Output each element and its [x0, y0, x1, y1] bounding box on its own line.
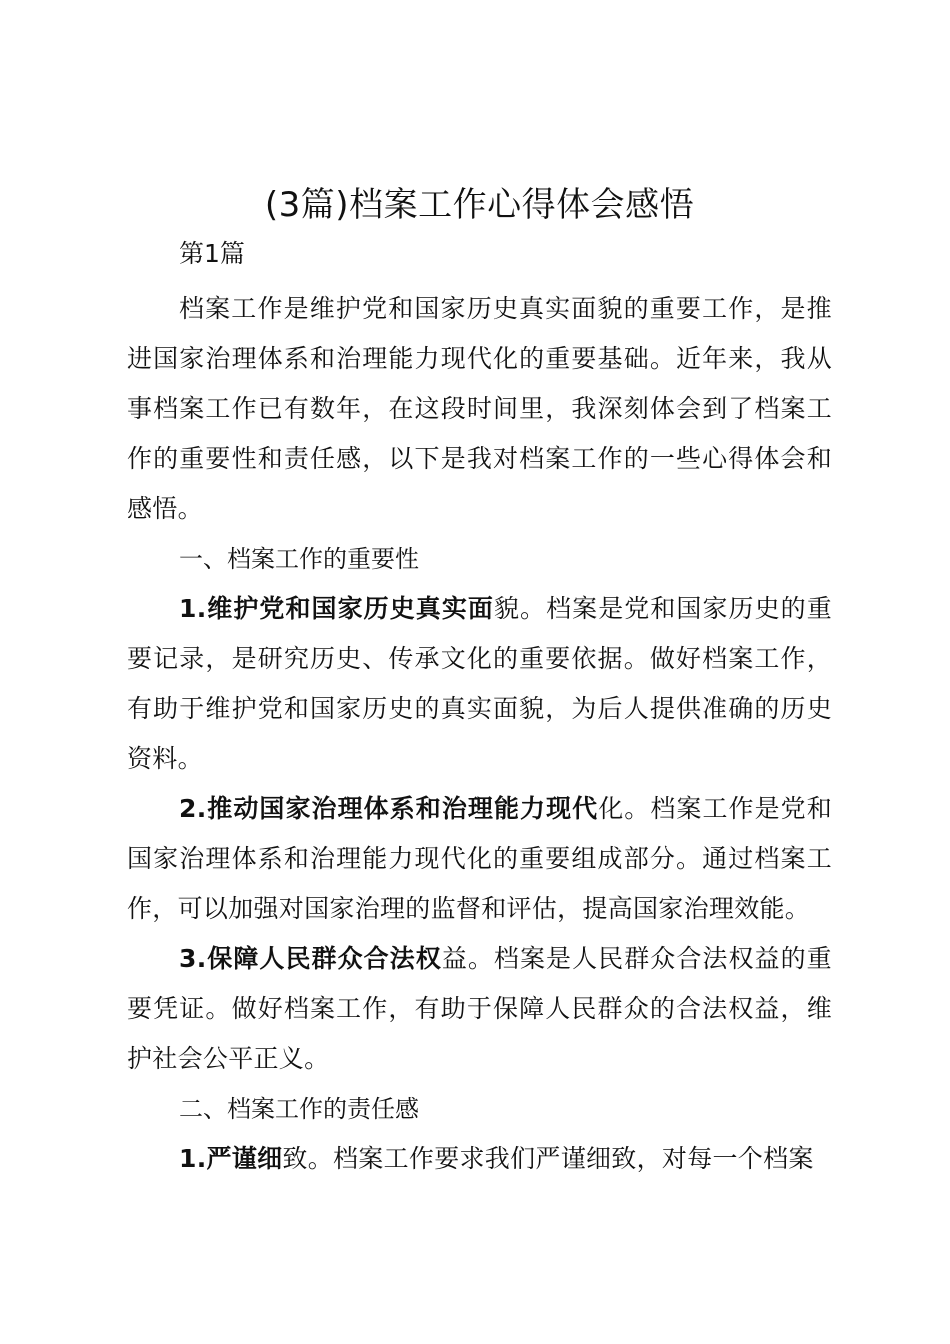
item-bold-lead: 2.推动国家治理体系和治理能力现代 — [179, 794, 599, 823]
item-bold-lead: 1.严谨细 — [179, 1144, 283, 1173]
item-text: 益。档案是人民群众合法权益的重要凭证。做好档案工作，有助于保障人民群众的合法权益，维护社会公平正义。 — [127, 944, 832, 1073]
item-bold-lead: 3.保障人民群众合法权 — [179, 944, 442, 973]
list-item — [127, 584, 832, 784]
list-item — [127, 784, 832, 934]
item-bold-lead: 1.维护党和国家历史真实面 — [179, 594, 494, 623]
item-text: 貌。档案是党和国家历史的重要记录，是研究历史、传承文化的重要依据。做好档案工作，有助于维护党和国家历史的真实面貌，为后人提供准确的历史资料。 — [127, 594, 833, 773]
item-text: 化。档案工作是党和国家治理体系和治理能力现代化的重要组成部分。通过档案工作，可以加强对国家治理的监督和评估，提高国家治理效能。 — [127, 794, 833, 923]
section-heading-responsibility: 二、档案工作的责任感 — [179, 1095, 419, 1123]
list-item — [127, 1134, 832, 1184]
chapter-label: 第1篇 — [179, 239, 245, 268]
item-text: 致。档案工作要求我们严谨细致，对每一个档案 — [282, 1144, 814, 1173]
document-title: (3篇)档案工作心得体会感悟 — [264, 185, 695, 225]
section-heading-importance: 一、档案工作的重要性 — [179, 545, 419, 573]
intro-paragraph: 档案工作是维护党和国家历史真实面貌的重要工作，是推进国家治理体系和治理能力现代化的重要基础。近年来，我从事档案工作已有数年，在这段时间里，我深刻体会到了档案工作的重要性和责任感，以下是我对档案工作的一些心得体会和感悟。 — [127, 294, 832, 523]
list-item — [127, 934, 832, 1084]
